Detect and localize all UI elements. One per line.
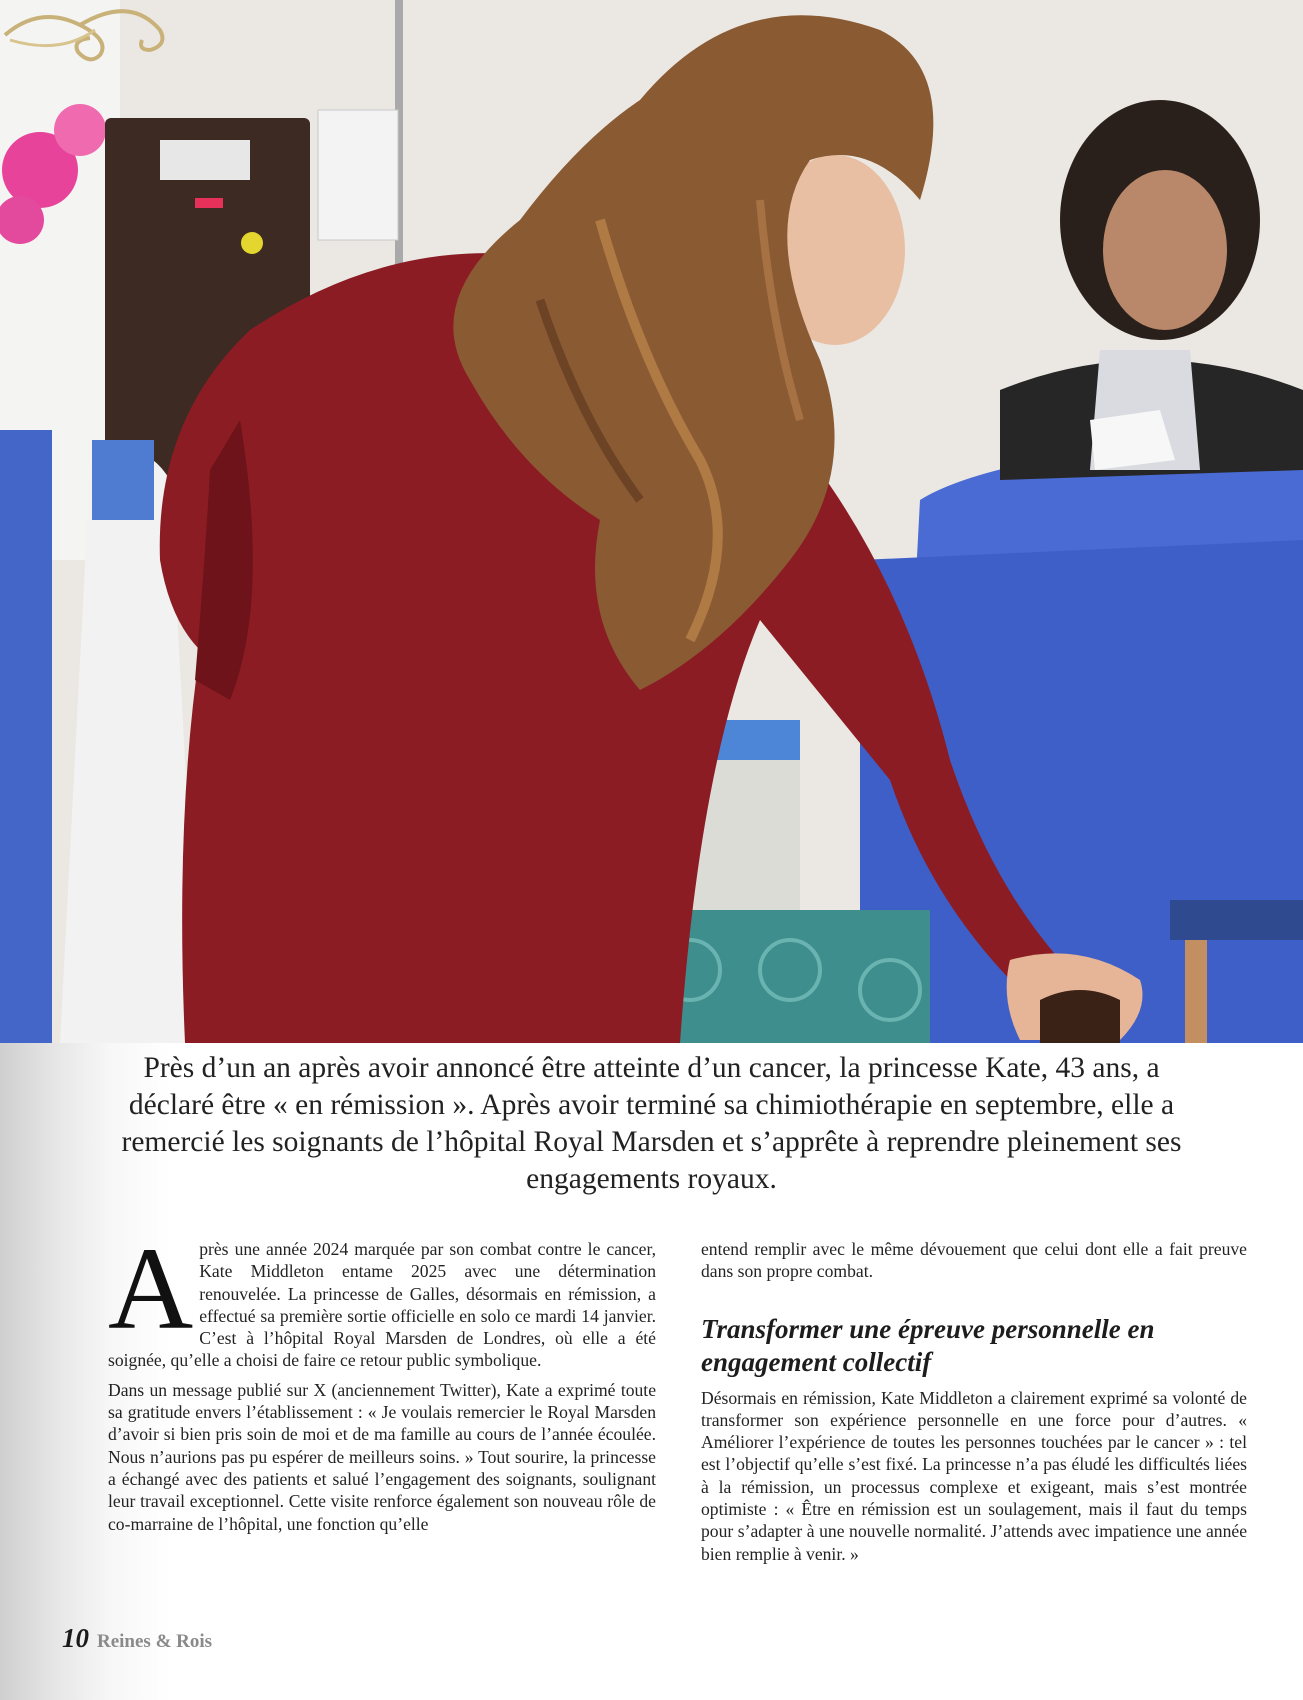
page-footer: [62, 1623, 212, 1654]
article-column-left: [108, 1223, 656, 1542]
section-subhead: Transformer une épreuve personnelle en engagement collectif: [701, 1313, 1155, 1377]
drop-cap: A: [108, 1223, 194, 1354]
ornament-icon: [0, 0, 170, 70]
article-paragraph-quote: Dans un message publié sur X (anciennement Twitter), Kate a exprimé toute sa gratitude envers l’établissement : « Je voulais remercier le Royal Marsden d’avoir si bien pris soin de moi et de ma famille au cours de l’année écoulée. Nous n’aurions pas pu espérer de meilleurs soins. » Tout sourire, la princesse a échangé avec des patients et salué l’engagement des soignants, soulignant leur travail exceptionnel. Cette visite renforce également son nouveau rôle de co-marraine de l’hôpital, une fonction qu’elle: [108, 1379, 656, 1534]
article-paragraph-remission: Désormais en rémission, Kate Middleton a clairement exprimé sa volonté de transformer son expérience personnelle en une force pour d’autres. « Améliorer l’expérience de toutes les personnes touchées par le cancer » : tel est l’objectif qu’elle s’est fixé. La princesse n’a pas éludé les difficultés liées à la rémission, un processus complexe et exigeant, mais s’est montrée optimiste : « Être en rémission est un soulagement, mais il faut du temps pour s’adapter à une nouvelle normalité. J’attends avec impatience une année bien remplie à venir. »: [701, 1387, 1247, 1564]
article-paragraph-intro: [108, 1223, 656, 1372]
magazine-name: Reines & Rois: [97, 1631, 213, 1652]
intro-text: près une année 2024 marquée par son combat contre le cancer, Kate Middleton entame 2025 avec une détermination renouvelée. La princesse de Galles, désormais en rémission, a effectué sa première sortie officielle en solo ce mardi 14 janvier. C’est à l’hôpital Royal Marsden de Londres, où elle a été soignée, qu’elle a choisi de faire ce retour public symbolique.: [108, 1239, 656, 1371]
page-number: 10: [62, 1623, 89, 1653]
article-paragraph-continued: entend remplir avec le même dévouement que celui dont elle a fait preuve dans son propre combat.: [701, 1239, 1247, 1282]
photo-chair-left: [0, 430, 52, 1043]
article-column-right: [701, 1238, 1247, 1572]
lead-paragraph: Près d’un an après avoir annoncé être atteinte d’un cancer, la princesse Kate, 43 ans, a déclaré être « en rémission ». Après avoir terminé sa chimiothérapie en septembre, elle a remercié les soignants de l’hôpital Royal Marsden et s’apprête à reprendre pleinement ses engagements royaux.: [121, 1052, 1182, 1195]
